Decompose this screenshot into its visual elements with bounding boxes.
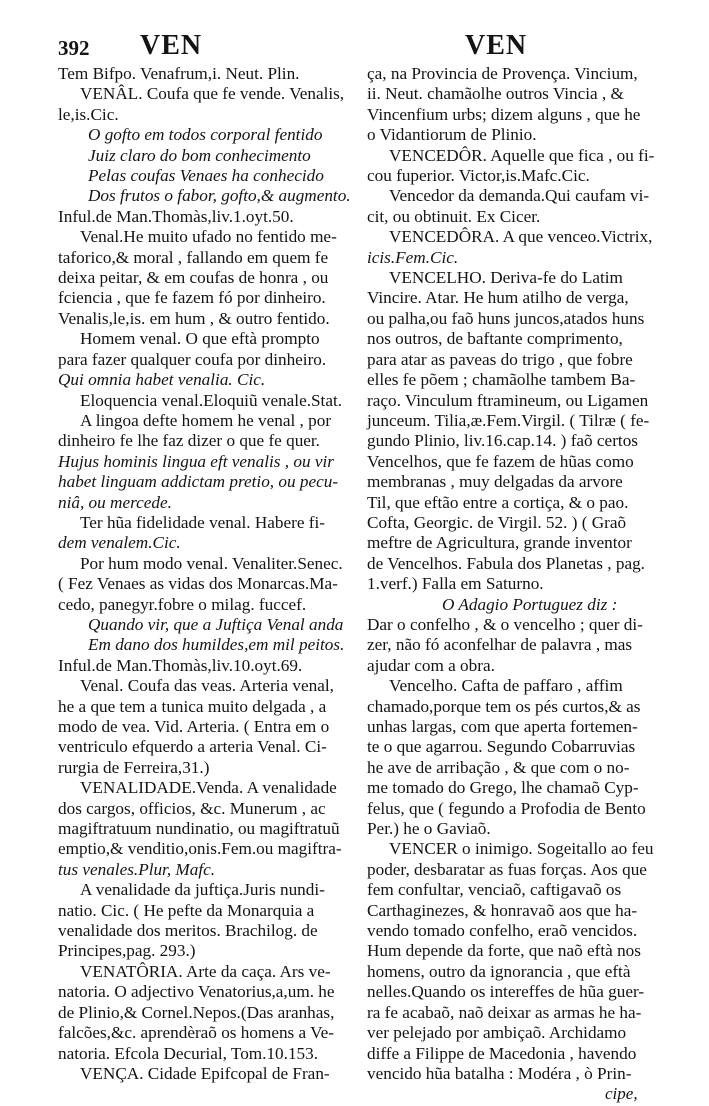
text-line: 1.verf.) Falla em Saturno.	[367, 574, 544, 594]
text-line: ver pelejado por ambiçaõ. Archidamo	[367, 1023, 627, 1043]
text-line: poder, desbaratar as fuas forças. Aos que	[367, 859, 647, 879]
text-line: deixa peitar, & em coufas de honra , ou	[58, 268, 329, 288]
text-line: Hujus hominis lingua eft venalis , ou vir	[58, 451, 334, 471]
text-line: A lingoa defte homem he venal , por	[80, 410, 332, 430]
text-line: VENALIDADE.Venda. A venalidade	[80, 778, 337, 798]
text-line: ( Fez Venaes as vidas dos Monarcas.Ma-	[58, 574, 338, 594]
text-line: VENÇA. Cidade Epifcopal de Fran-	[80, 1063, 330, 1083]
text-line: dinheiro fe lhe faz dizer o que fe quer.	[58, 431, 320, 451]
text-line: Vincenfium urbs; dizem alguns , que he	[367, 104, 641, 124]
text-line: VENCELHO. Deriva-fe do Latim	[389, 268, 623, 288]
text-line: Vencelhos, que fe fazem de hũas como	[367, 451, 634, 471]
text-line: raço. Vinculum ftramineum, ou Ligamen	[367, 390, 649, 410]
left-column	[58, 64, 350, 1084]
text-line: felus, que ( fegundo a Profodia de Bento	[367, 798, 646, 818]
page-number: 392	[58, 36, 90, 60]
text-line: emptio,& venditio,onis.Fem.ou magiftra-	[58, 839, 342, 859]
text-line: dos cargos, officios, &c. Munerum , ac	[58, 798, 326, 818]
text-line: ii. Neut. chamãolhe outros Vincia , &	[367, 84, 624, 104]
text-line: Quando vir, que a Juftiça Venal anda	[88, 614, 344, 634]
text-line: rurgia de Ferreira,31.)	[58, 757, 210, 777]
text-line: Carthaginezes, & honravaõ aos que ha-	[367, 900, 638, 920]
text-line: nos outros, de baftante comprimento,	[367, 329, 623, 349]
text-line: niâ, ou mercede.	[58, 492, 172, 512]
text-line: Per.) he o Gaviaõ.	[367, 819, 491, 839]
text-line: taforico,& moral , fallando em quem fe	[58, 247, 329, 267]
text-line: de Vencelhos. Fabula dos Planetas , pag.	[367, 553, 645, 573]
right-column	[367, 64, 665, 1084]
text-line: he ave de arribação , & que com o no-	[367, 757, 630, 777]
text-line: tus venales.Plur, Mafc.	[58, 859, 216, 879]
text-line: cou fuperior. Victor,is.Mafc.Cic.	[367, 166, 590, 186]
text-line: meftre de Agricultura, grande inventor	[367, 533, 632, 553]
text-line: diffe a Filippe de Macedonia , havendo	[367, 1043, 637, 1063]
text-line: Dos frutos o fabor, gofto,& augmento.	[88, 186, 351, 206]
text-line: vencido hũa batalha : Modéra , ò Prin-	[367, 1063, 632, 1083]
text-line: zer, não fó aconfelhar de palavra , mas	[367, 635, 633, 655]
text-line: vendo tomado confelho, eraõ vencidos.	[367, 921, 638, 941]
text-line: VENCEDÔR. Aquelle que fica , ou fi-	[389, 145, 655, 165]
text-line: falcões,&c. aprendèraõ os homens a Ve-	[58, 1023, 335, 1043]
text-line: ou palha,ou faõ huns juncos,atados huns	[367, 308, 645, 328]
text-line: Til, que eftão entre a cortiça, & o pao.	[367, 492, 629, 512]
text-line: Juiz claro do bom conhecimento	[88, 145, 311, 165]
text-line: modo de vea. Vid. Arteria. ( Entra em o	[58, 717, 330, 736]
text-line: Pelas coufas Venaes ha conhecido	[88, 166, 324, 186]
text-line: icis.Fem.Cic.	[367, 247, 459, 267]
text-line: fciencia , que fe fazem fó por dinheiro.	[58, 288, 326, 308]
text-line: te o que agarrou. Segundo Cobarruvias	[367, 737, 636, 757]
text-line: homens, outro da ignorancia , que eftà	[367, 961, 631, 981]
text-line: nelles.Quando os intereffes de hũa guer-	[367, 982, 645, 1002]
text-line: o Vidantiorum de Plinio.	[367, 125, 537, 145]
text-line: natoria. Efcola Decurial, Tom.10.153.	[58, 1043, 319, 1063]
text-line: Dar o confelho , & o vencelho ; quer di-	[367, 614, 643, 634]
text-line: VENATÔRIA. Arte da caça. Ars ve-	[80, 961, 331, 981]
text-line: junceum. Tilia,æ.Fem.Virgil. ( Tilræ ( fe-	[367, 410, 650, 430]
text-line: Vencedor da demanda.Qui caufam vi-	[389, 186, 650, 206]
text-line: Venal.He muito ufado no fentido me-	[80, 227, 337, 247]
text-line: Venal. Coufa das veas. Arteria venal,	[80, 676, 334, 696]
text-line: Hum depende da forte, que naõ eftà nos	[367, 941, 641, 961]
text-line: natio. Cic. ( He pefte da Monarquia a	[58, 900, 315, 920]
running-header-left: VEN	[140, 30, 203, 61]
text-line: ventriculo efquerdo a arteria Venal. Ci-	[58, 737, 327, 757]
text-line: cit, ou obtinuit. Ex Cicer.	[367, 206, 541, 226]
running-header-right: VEN	[465, 30, 528, 61]
text-line: venalidade dos meritos. Brachilog. de	[58, 921, 318, 941]
text-line: elles fe põem ; chamãolhe tambem Ba-	[367, 370, 636, 390]
text-line: de Plinio,& Cornel.Nepos.(Das aranhas,	[58, 1002, 335, 1022]
text-line: Homem venal. O que eftà prompto	[80, 329, 320, 349]
text-line: le,is.Cic.	[58, 104, 119, 124]
text-line: VENCEDÔRA. A que venceo.Victrix,	[389, 227, 653, 247]
text-line: Inful.de Man.Thomàs,liv.1.oyt.50.	[58, 206, 294, 226]
text-line: ajudar com a obra.	[367, 655, 495, 675]
text-line: O Adagio Portuguez diz :	[442, 594, 618, 614]
text-line: cedo, panegyr.fobre o milag. fuccef.	[58, 594, 307, 614]
text-line: Principes,pag. 293.)	[58, 941, 196, 961]
text-line: Vincire. Atar. He hum atilho de verga,	[367, 288, 629, 308]
text-line: ça, na Provincia de Provença. Vincium,	[367, 64, 638, 83]
text-line: dem venalem.Cic.	[58, 533, 181, 553]
text-line: para fazer qualquer coufa por dinheiro.	[58, 349, 327, 369]
text-line: he a que tem a tunica muito delgada , a	[58, 696, 327, 716]
text-line: Ter hũa fidelidade venal. Habere fi-	[80, 512, 326, 532]
text-line: natoria. O adjectivo Venatorius,a,um. he	[58, 982, 335, 1002]
text-line: me tomado do Grego, lhe chamaõ Cyp-	[367, 778, 639, 798]
text-line: VENCER o inimigo. Sogeitallo ao feu	[389, 839, 654, 859]
text-line: habet linguam addictam pretio, ou pecu-	[58, 472, 339, 492]
text-line: Eloquencia venal.Eloquiũ venale.Stat.	[80, 390, 343, 410]
text-line: magiftratuum nundinatio, ou magiftratuũ	[58, 819, 340, 839]
text-line: ra fe acabaõ, naõ deixar as armas he ha-	[367, 1002, 642, 1022]
text-line: O gofto em todos corporal fentido	[88, 125, 323, 145]
text-line: A venalidade da juftiça.Juris nundi-	[80, 880, 325, 900]
text-line: Inful.de Man.Thomàs,liv.10.oyt.69.	[58, 655, 303, 675]
text-line: VENÂL. Coufa que fe vende. Venalis,	[80, 84, 345, 104]
text-line: Qui omnia habet venalia. Cic.	[58, 370, 266, 390]
text-line: chamado,porque tem os pés curtos,& as	[367, 696, 641, 716]
text-line: Venalis,le,is. em hum , & outro fentido.	[58, 308, 330, 328]
text-line: Vencelho. Cafta de paffaro , affim	[389, 676, 623, 696]
text-line: Cofta, Georgic. de Virgil. 52. ) ( Graõ	[367, 512, 627, 532]
text-line: fem confultar, venciaõ, caftigavaõ os	[367, 880, 622, 900]
catchword: cipe,	[605, 1084, 638, 1103]
text-line: Em dano dos humildes,em mil peitos.	[88, 635, 345, 655]
text-line: para atar as paveas do trigo , que fobre	[367, 349, 633, 369]
text-line: membranas , muy delgadas da arvore	[367, 472, 623, 492]
text-line: gundo Plinio, liv.16.cap.14. ) faõ certos	[367, 431, 638, 451]
text-line: Tem Bifpo. Venafrum,i. Neut. Plin.	[58, 64, 300, 83]
text-line: unhas largas, com que aperta fortemen-	[367, 717, 638, 736]
text-line: Por hum modo venal. Venaliter.Senec.	[80, 553, 343, 573]
